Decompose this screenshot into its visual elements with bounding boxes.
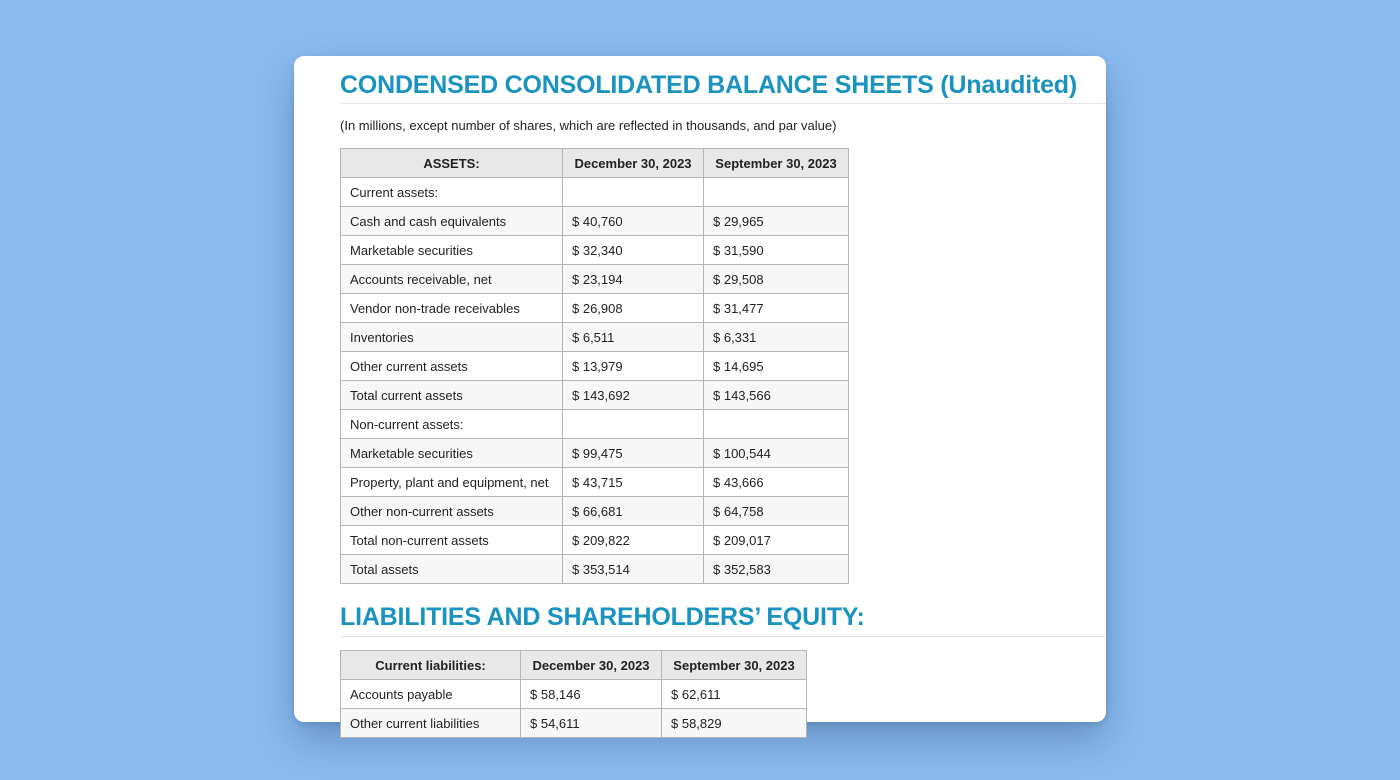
sep-2023-value: $ 29,965	[704, 207, 849, 236]
liabilities-table	[340, 650, 807, 738]
row-label: Total assets	[341, 555, 563, 584]
dec-2023-value: $ 66,681	[563, 497, 704, 526]
dec-2023-value: $ 353,514	[563, 555, 704, 584]
sep-2023-value: $ 100,544	[704, 439, 849, 468]
dec-2023-value: $ 58,146	[521, 680, 662, 709]
sep-2023-value: $ 58,829	[662, 709, 807, 738]
sep-2023-value: $ 43,666	[704, 468, 849, 497]
row-label: Other non-current assets	[341, 497, 563, 526]
dec-2023-value: $ 13,979	[563, 352, 704, 381]
row-label: Vendor non-trade receivables	[341, 294, 563, 323]
table-row	[341, 381, 849, 410]
sep-2023-value: $ 64,758	[704, 497, 849, 526]
row-label: Property, plant and equipment, net	[341, 468, 563, 497]
column-header-dec-2023: December 30, 2023	[563, 149, 704, 178]
dec-2023-value: $ 6,511	[563, 323, 704, 352]
dec-2023-value: $ 40,760	[563, 207, 704, 236]
table-row	[341, 468, 849, 497]
dec-2023-value: $ 143,692	[563, 381, 704, 410]
dec-2023-value: $ 23,194	[563, 265, 704, 294]
table-row	[341, 439, 849, 468]
table-row	[341, 265, 849, 294]
row-label: Other current liabilities	[341, 709, 521, 738]
row-label: Total non-current assets	[341, 526, 563, 555]
dec-2023-value	[563, 410, 704, 439]
sep-2023-value: $ 143,566	[704, 381, 849, 410]
dec-2023-value: $ 32,340	[563, 236, 704, 265]
sep-2023-value: $ 209,017	[704, 526, 849, 555]
row-label: Inventories	[341, 323, 563, 352]
sep-2023-value: $ 14,695	[704, 352, 849, 381]
column-header-assets: ASSETS:	[341, 149, 563, 178]
assets-table	[340, 148, 849, 584]
row-label: Marketable securities	[341, 439, 563, 468]
page-title: CONDENSED CONSOLIDATED BALANCE SHEETS (Unaudited)	[340, 71, 1077, 99]
table-row	[341, 323, 849, 352]
document-card	[294, 56, 1106, 731]
dec-2023-value: $ 99,475	[563, 439, 704, 468]
table-row	[341, 294, 849, 323]
table-row	[341, 680, 807, 709]
table-row	[341, 709, 807, 738]
title-divider	[340, 103, 1106, 104]
table-row	[341, 352, 849, 381]
row-label: Total current assets	[341, 381, 563, 410]
dec-2023-value	[563, 178, 704, 207]
column-header-current-liabilities: Current liabilities:	[341, 651, 521, 680]
dec-2023-value: $ 26,908	[563, 294, 704, 323]
table-row	[341, 410, 849, 439]
row-label: Other current assets	[341, 352, 563, 381]
sep-2023-value	[704, 178, 849, 207]
table-row	[341, 497, 849, 526]
table-header-row	[341, 651, 807, 680]
sep-2023-value: $ 31,477	[704, 294, 849, 323]
column-header-sep-2023: September 30, 2023	[704, 149, 849, 178]
table-row	[341, 178, 849, 207]
row-label: Current assets:	[341, 178, 563, 207]
dec-2023-value: $ 209,822	[563, 526, 704, 555]
row-label: Cash and cash equivalents	[341, 207, 563, 236]
table-row	[341, 526, 849, 555]
row-label: Marketable securities	[341, 236, 563, 265]
sep-2023-value	[704, 410, 849, 439]
row-label: Accounts payable	[341, 680, 521, 709]
sep-2023-value: $ 6,331	[704, 323, 849, 352]
liabilities-divider	[340, 636, 1106, 637]
units-note: (In millions, except number of shares, which are reflected in thousands, and par value)	[340, 118, 837, 133]
sep-2023-value: $ 29,508	[704, 265, 849, 294]
column-header-dec-2023: December 30, 2023	[521, 651, 662, 680]
dec-2023-value: $ 54,611	[521, 709, 662, 738]
table-row	[341, 236, 849, 265]
sep-2023-value: $ 62,611	[662, 680, 807, 709]
table-row	[341, 555, 849, 584]
dec-2023-value: $ 43,715	[563, 468, 704, 497]
table-header-row	[341, 149, 849, 178]
table-row	[341, 207, 849, 236]
column-header-sep-2023: September 30, 2023	[662, 651, 807, 680]
sep-2023-value: $ 31,590	[704, 236, 849, 265]
sep-2023-value: $ 352,583	[704, 555, 849, 584]
liabilities-heading: LIABILITIES AND SHAREHOLDERS’ EQUITY:	[340, 603, 865, 631]
row-label: Non-current assets:	[341, 410, 563, 439]
row-label: Accounts receivable, net	[341, 265, 563, 294]
